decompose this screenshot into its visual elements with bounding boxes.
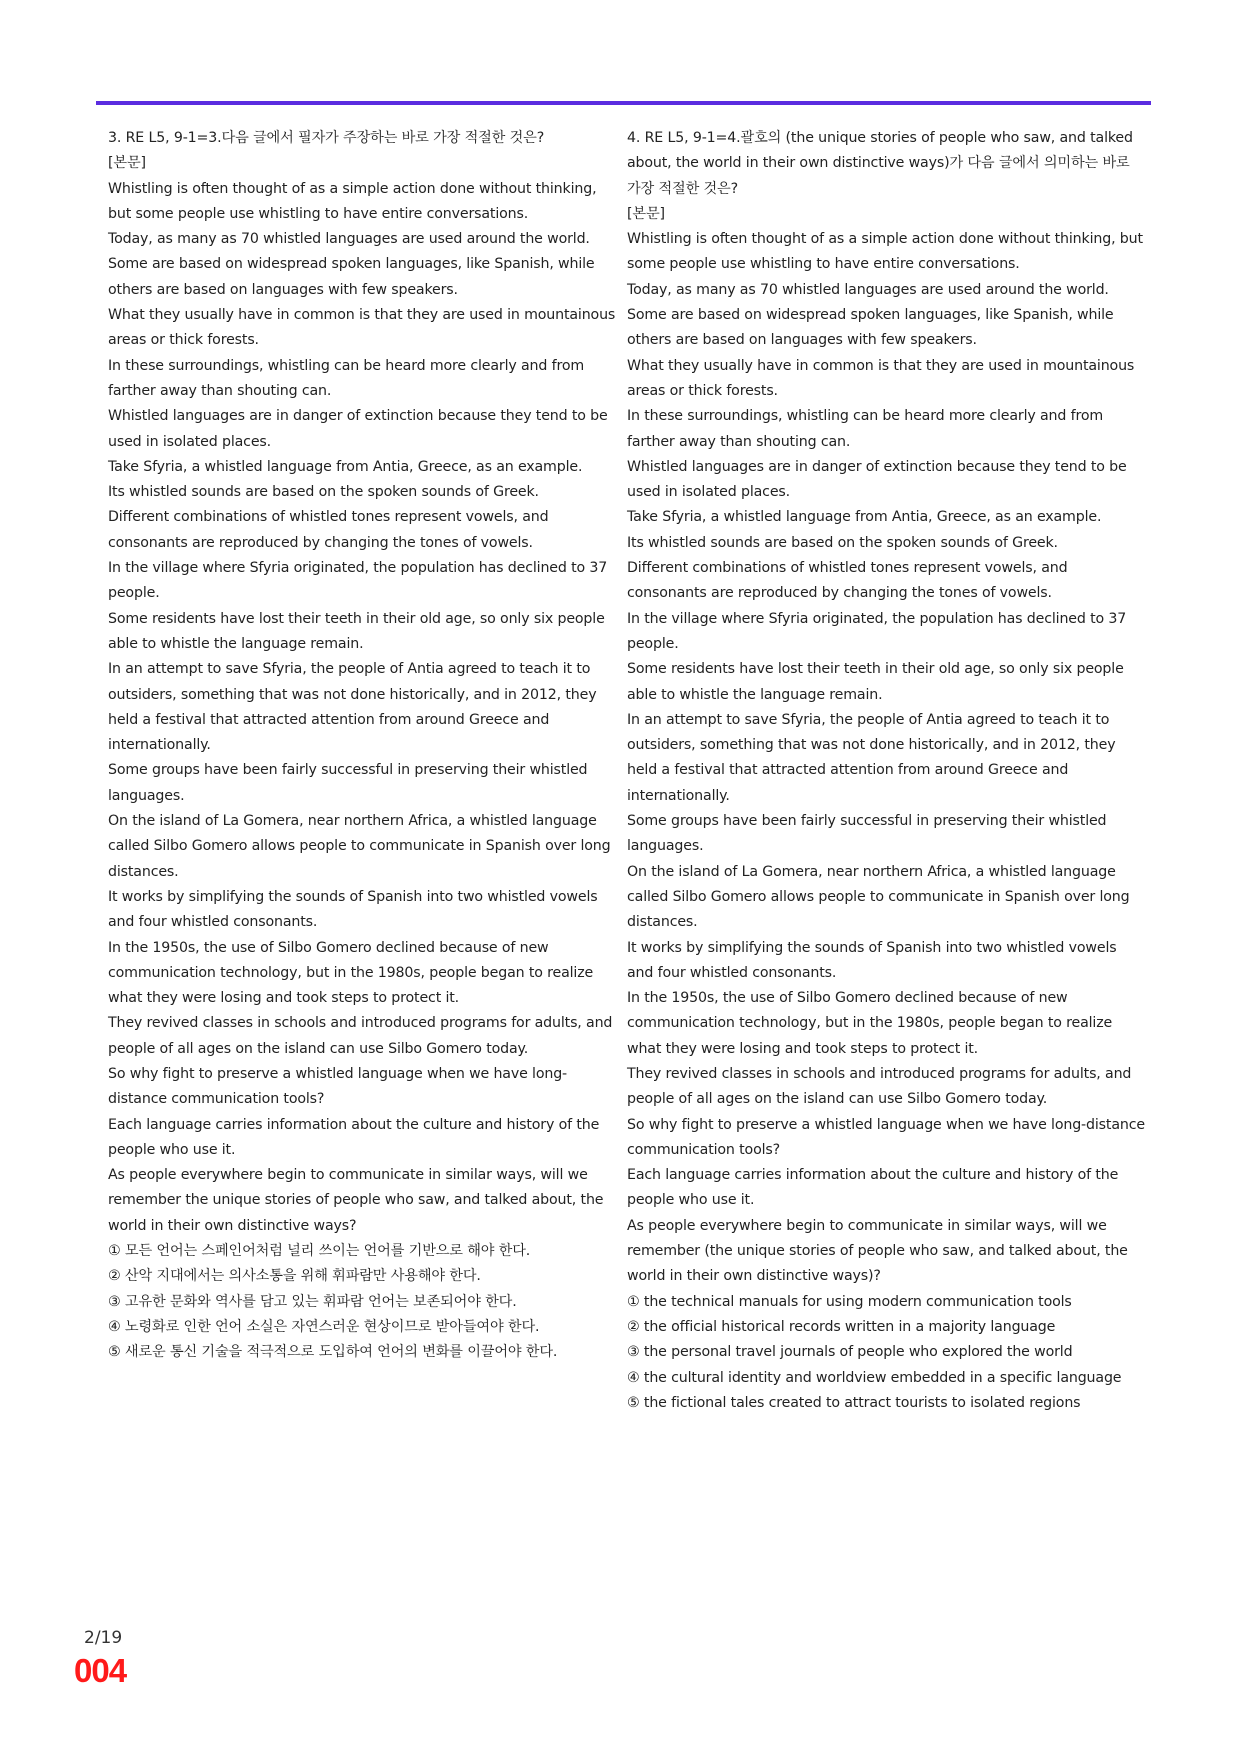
question-title: 3. RE L5, 9-1=3.다음 글에서 필자가 주장하는 바로 가장 적절한 것은? [108,130,545,146]
answer-option-4: ④ 노령화로 인한 언어 소실은 자연스러운 현상이므로 받아들여야 한다. [108,1318,540,1335]
passage-sentence: In the 1950s, the use of Silbo Gomero declined because of new communication technology, but in the 1980s, people began to realize what they were losing and took steps to protect it. [108,939,594,1007]
answer-option-1: ① 모든 언어는 스페인어처럼 널리 쓰이는 언어를 기반으로 해야 한다. [108,1243,531,1260]
question-title: 4. RE L5, 9-1=4.괄호의 (the unique stories of people who saw, and talked about, the world in their own distinctive ways)가 다음 글에서 의미하는 바로 가장 적절한 것은? [627,130,1133,197]
document-code: 004 [74,1652,127,1689]
passage-sentence: In the 1950s, the use of Silbo Gomero declined because of new communication technology, but in the 1980s, people began to realize what they were losing and took steps to protect it. [627,990,1113,1057]
passage-sentence: Its whistled sounds are based on the spoken sounds of Greek. [627,534,1058,551]
header-divider [96,101,1151,105]
passage-sentence: What they usually have in common is that they are used in mountainous areas or thick forests. [627,357,1135,399]
passage-sentence: They revived classes in schools and introduced programs for adults, and people of all ages on the island can use Silbo Gomero today. [108,1015,613,1057]
passage-sentence: Whistled languages are in danger of extinction because they tend to be used in isolated places. [627,458,1127,501]
question-3 [108,126,620,1366]
passage-sentence: Today, as many as 70 whistled languages are used around the world. [108,231,590,248]
passage-sentence: In the village where Sfyria originated, the population has declined to 37 people. [108,560,608,602]
passage-sentence: What they usually have in common is that they are used in mountainous areas or thick forests. [108,307,616,349]
passage-sentence: So why fight to preserve a whistled language when we have long-distance communication tools? [108,1065,568,1108]
passage-sentence: Take Sfyria, a whistled language from Antia, Greece, as an example. [627,509,1102,526]
passage-sentence: In these surroundings, whistling can be heard more clearly and from farther away than shouting can. [627,408,1104,450]
passage-sentence: Some are based on widespread spoken languages, like Spanish, while others are based on languages with few speakers. [108,256,595,298]
passage-sentence: Some groups have been fairly successful in preserving their whistled languages. [627,813,1107,855]
answer-option-4: ④ the cultural identity and worldview embedded in a specific language [627,1369,1122,1386]
passage-sentence: Whistled languages are in danger of extinction because they tend to be used in isolated places. [108,408,608,450]
passage-sentence: As people everywhere begin to communicate in similar ways, will we remember the unique stories of people who saw, and talked about, the world in their own distinctive ways? [108,1167,604,1234]
passage-tag: [본문] [108,155,146,172]
question-4 [627,126,1147,1416]
passage-sentence: Take Sfyria, a whistled language from Antia, Greece, as an example. [108,458,583,475]
answer-option-2: ② 산악 지대에서는 의사소통을 위해 휘파람만 사용해야 한다. [108,1268,481,1285]
passage-sentence: Some are based on widespread spoken languages, like Spanish, while others are based on languages with few speakers. [627,307,1114,349]
passage-sentence: Today, as many as 70 whistled languages are used around the world. [627,281,1109,298]
passage-sentence: It works by simplifying the sounds of Spanish into two whistled vowels and four whistled consonants. [627,939,1117,981]
passage-sentence: In an attempt to save Sfyria, the people of Antia agreed to teach it to outsiders, something that was not done historically, and in 2012, they held a festival that attracted attention from around Greece and internationally. [627,711,1116,804]
answer-option-2: ② the official historical records written in a majority language [627,1318,1056,1335]
passage-sentence: They revived classes in schools and introduced programs for adults, and people of all ages on the island can use Silbo Gomero today. [627,1065,1132,1108]
answer-option-5: ⑤ the fictional tales created to attract tourists to isolated regions [627,1394,1081,1411]
passage-sentence: In these surroundings, whistling can be heard more clearly and from farther away than shouting can. [108,357,585,399]
passage-sentence: It works by simplifying the sounds of Spanish into two whistled vowels and four whistled consonants. [108,888,598,931]
passage-sentence: Whistling is often thought of as a simple action done without thinking, but some people use whistling to have entire conversations. [108,180,597,222]
passage-sentence: In an attempt to save Sfyria, the people of Antia agreed to teach it to outsiders, something that was not done historically, and in 2012, they held a festival that attracted attention from around Greece and internationally. [108,661,597,754]
passage-sentence: Whistling is often thought of as a simple action done without thinking, but some people use whistling to have entire conversations. [627,231,1143,273]
answer-option-5: ⑤ 새로운 통신 기술을 적극적으로 도입하여 언어의 변화를 이끌어야 한다. [108,1344,558,1361]
passage-sentence: Different combinations of whistled tones represent vowels, and consonants are reproduced by changing the tones of vowels. [108,509,549,551]
passage-sentence: As people everywhere begin to communicate in similar ways, will we remember (the unique stories of people who saw, and talked about, the world in their own distinctive ways)? [627,1217,1128,1285]
passage-sentence: Each language carries information about the culture and history of the people who use it. [627,1167,1119,1209]
answer-option-1: ① the technical manuals for using modern communication tools [627,1293,1072,1310]
answer-option-3: ③ the personal travel journals of people who explored the world [627,1344,1073,1361]
passage-tag: [본문] [627,205,665,222]
passage-sentence: In the village where Sfyria originated, the population has declined to 37 people. [627,610,1127,652]
passage-sentence: Its whistled sounds are based on the spoken sounds of Greek. [108,484,539,501]
answer-option-3: ③ 고유한 문화와 역사를 담고 있는 휘파람 언어는 보존되어야 한다. [108,1293,517,1310]
passage-sentence: Some residents have lost their teeth in their old age, so only six people able to whistle the language remain. [108,610,605,652]
passage-sentence: Each language carries information about the culture and history of the people who use it. [108,1116,600,1158]
page-number: 2/19 [84,1628,123,1648]
passage-sentence: On the island of La Gomera, near northern Africa, a whistled language called Silbo Gomero allows people to communicate in Spanish over long distances. [108,813,611,880]
passage-sentence: Some residents have lost their teeth in their old age, so only six people able to whistle the language remain. [627,661,1124,703]
passage-sentence: Some groups have been fairly successful in preserving their whistled languages. [108,762,588,804]
passage-sentence: Different combinations of whistled tones represent vowels, and consonants are reproduced by changing the tones of vowels. [627,560,1068,602]
passage-sentence: On the island of La Gomera, near northern Africa, a whistled language called Silbo Gomero allows people to communicate in Spanish over long distances. [627,863,1130,931]
passage-sentence: So why fight to preserve a whistled language when we have long-distance communication tools? [627,1116,1145,1158]
